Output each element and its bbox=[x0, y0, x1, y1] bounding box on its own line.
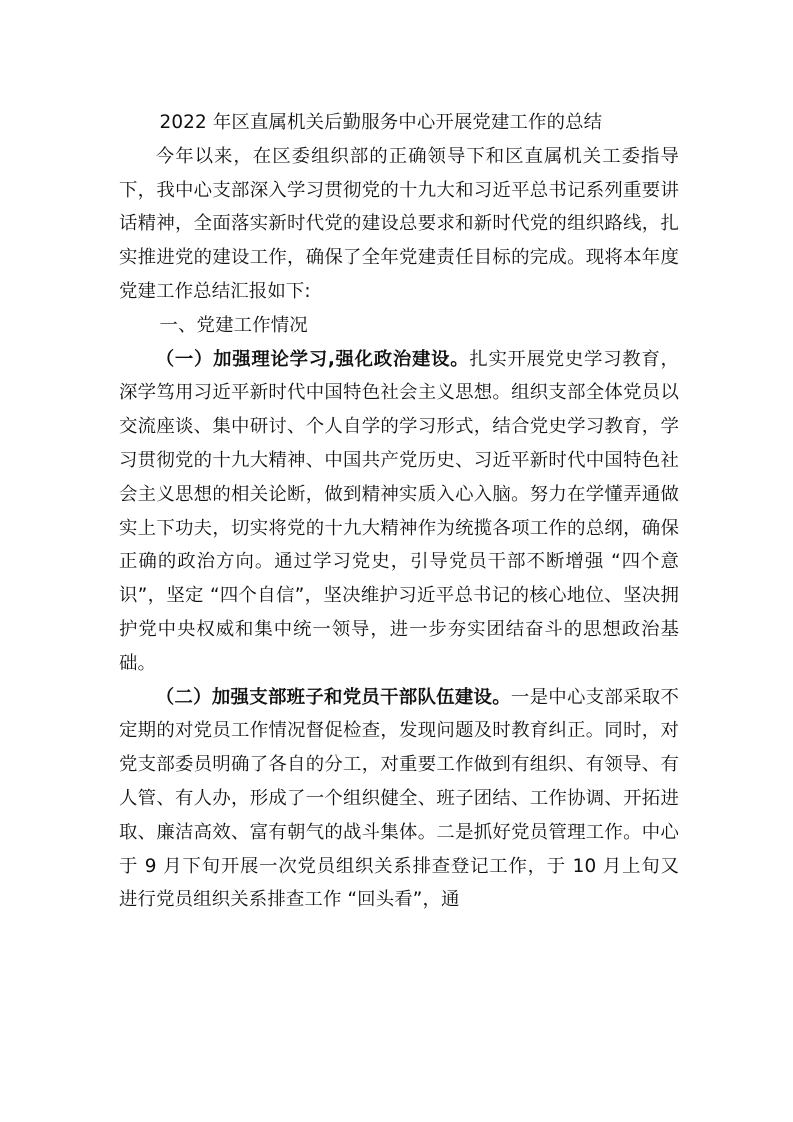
intro-paragraph: 今年以来，在区委组织部的正确领导下和区直属机关工委指导下，我中心支部深入学习贯彻党的十九大和习近平总书记系列重要讲话精神，全面落实新时代党的建设总要求和新时代党的组织路线，扎实推进党的建设工作，确保了全年党建责任目标的完成。现将本年度党建工作总结汇报如下: bbox=[119, 145, 679, 302]
section-heading: 一、党建工作情况 bbox=[159, 314, 308, 336]
document-body bbox=[119, 106, 679, 917]
item2-heading: （二）加强支部班子和党员干部队伍建设。 bbox=[155, 686, 511, 708]
item2-paragraph bbox=[119, 681, 679, 918]
item2-body: 一是中心支部采取不定期的对党员工作情况督促检查，发现问题及时教育纠正。同时，对党支部委员明确了各自的分工，对重要工作做到有组织、有领导、有人管、有人办，形成了一个组织健全、班子团结、工作协调、开拓进取、廉洁高效、富有朝气的战斗集体。二是抓好党员管理工作。中心于 9 月下旬开展一次党员组织关系排查登记工作，于 10 月上旬又进行党员组织关系排查工作 “回头看”，通 bbox=[119, 686, 679, 911]
document-title: 2022 年区直属机关后勤服务中心开展党建工作的总结 bbox=[159, 112, 603, 133]
item1-heading: （一）加强理论学习,强化政治建设。 bbox=[155, 348, 470, 370]
item1-paragraph bbox=[119, 343, 679, 681]
item1-body: 扎实开展党史学习教育，深学笃用习近平新时代中国特色社会主义思想。组织支部全体党员以交流座谈、集中研讨、个人自学的学习形式，结合党史学习教育，学习贯彻党的十九大精神、中国共产党历史、习近平新时代中国特色社会主义思想的相关论断，做到精神实质入心入脑。努力在学懂弄通做实上下功夫，切实将党的十九大精神作为统揽各项工作的总纲，确保正确的政治方向。通过学习党史，引导党员干部不断增强 “四个意识”，坚定 “四个自信”，坚决维护习近平总书记的核心地位、坚决拥护党中央权威和集中统一领导，进一步夯实团结奋斗的思想政治基础。 bbox=[119, 348, 679, 674]
